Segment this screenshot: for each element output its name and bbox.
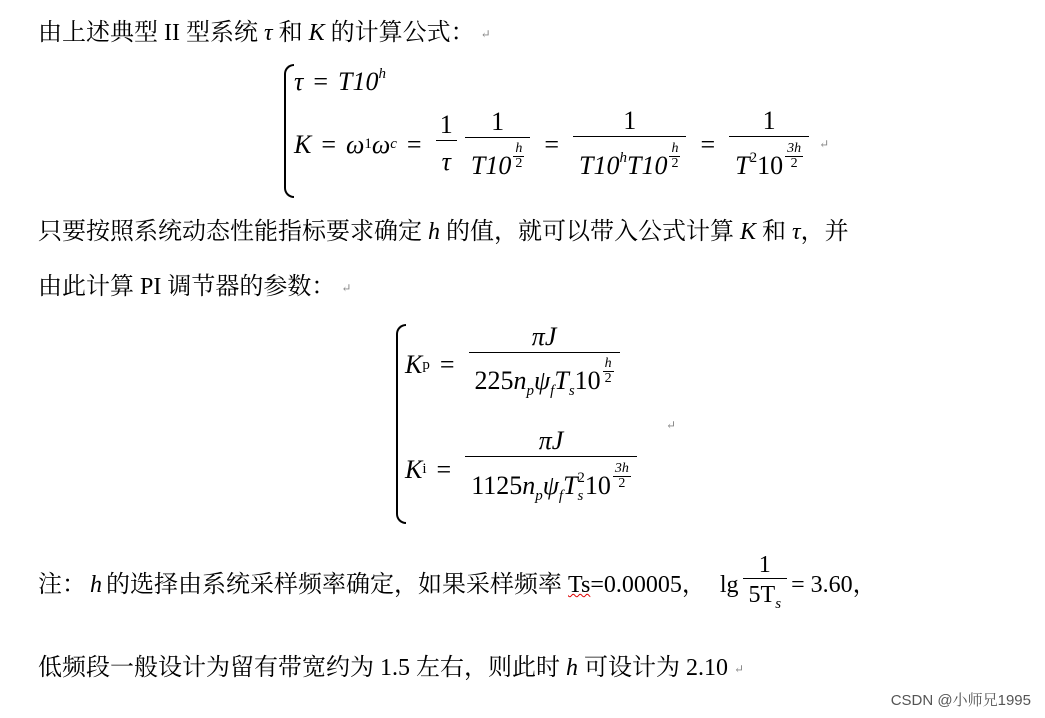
paragraph-pi-params [38,272,351,303]
paragraph-mark-icon: ↵ [341,281,352,296]
ts-text: Ts [568,572,591,598]
fraction [465,426,637,513]
fraction [465,107,530,183]
exponent: h [619,150,627,166]
numerator: πJ [538,426,564,455]
equals: = [700,129,716,159]
k-symbol: K [740,219,757,245]
ten: 10 [757,151,784,180]
exp-den: 2 [604,371,612,386]
lg-text: lg [719,572,739,598]
t: T [554,366,569,395]
formula-ki [405,426,641,513]
t: T [735,151,750,180]
t10: T10 [470,150,512,180]
omega: ω [346,129,365,159]
formula-tau-line [294,66,386,97]
text: 的值，就可以带入公式计算 [446,219,734,245]
denominator: τ [436,140,457,179]
equals: = [439,350,455,379]
t10: T10 [627,151,668,180]
fraction [573,106,686,183]
fraction [469,322,620,408]
paragraph-note [38,552,877,615]
k: K [294,129,312,159]
sub: f [550,383,555,399]
h-symbol: h [428,219,440,245]
numerator: 1 [623,106,637,135]
watermark: CSDN @小师兄1995 [890,692,1031,709]
exp-den: 2 [618,476,626,491]
text: 由此计算 PI 调节器的参数： [38,274,336,300]
exponent: 2 [577,470,585,486]
exp-num: 3h [787,141,802,156]
formula-kp-ki [405,320,705,525]
text: 低频段一般设计为留有带宽约为 1.5 左右，则此时 [38,655,560,681]
paragraph-h-selection [38,217,849,247]
exp-num: h [604,356,612,371]
equals: = [406,129,422,159]
text: 可设计为 2.10 [584,655,728,681]
exponent [785,142,803,171]
k-symbol: K [308,20,325,46]
fraction [729,106,809,183]
tau: τ [294,66,304,96]
fraction [743,552,788,618]
omega: ω [371,129,391,159]
text: 只要按照系统动态性能指标要求确定 [38,219,422,245]
numerator: 1 [762,106,776,135]
psi: ψ [542,471,559,500]
numerator: 1 [491,106,505,136]
numerator: 1 [758,552,771,578]
paragraph-mark-icon: ↵ [819,137,830,151]
numerator: πJ [531,322,557,351]
denominator [729,136,809,183]
sub: f [558,488,564,504]
text: 和 [278,20,303,46]
h-symbol: h [90,572,102,598]
n: n [513,366,527,395]
k: K [405,350,423,379]
exp-num: h [515,140,523,156]
sub: s [775,596,782,612]
exponent [603,357,614,386]
text: =0.00005， [590,572,706,598]
text: ，并 [800,219,849,245]
exponent: 2 [749,150,758,166]
paragraph-bandwidth [38,653,744,684]
equals: = [436,454,452,484]
t10: T10 [579,151,620,180]
k: K [405,454,423,484]
formula-tau-k [294,60,830,200]
tau-symbol: τ [263,20,273,46]
ten: 10 [574,366,601,395]
sub: p [526,383,535,399]
psi: ψ [534,366,551,395]
paragraph-mark-icon: ↵ [666,418,677,432]
exponent [669,142,680,171]
exp-num: h [671,141,679,156]
formula-k-line [294,106,829,183]
sub: p [422,356,430,373]
equals: = [313,66,328,96]
paragraph-mark-icon: ↵ [480,27,491,42]
tau-symbol: τ [792,219,801,245]
h-symbol: h [566,655,578,681]
equals: = [544,129,560,159]
equals: = [321,129,337,159]
t: T [563,471,578,500]
denominator [573,136,686,183]
denominator [465,456,637,513]
formula-kp [405,322,624,408]
text: 的选择由系统采样频率确定，如果采样频率 [106,572,562,598]
n: n [522,471,536,500]
paragraph-intro [38,18,491,49]
denominator [469,352,620,408]
text: 和 [762,219,787,245]
exp-den: 2 [790,156,798,171]
text: 由上述典型 II 型系统 [38,20,258,46]
text: 注： [38,572,86,598]
coefficient: 225 [474,366,514,395]
sub: p [535,488,543,504]
exponent [513,142,524,171]
coefficient: 1125 [471,471,523,500]
fraction [436,110,457,179]
sub: 1 [364,136,372,152]
paragraph-mark-icon: ↵ [734,662,745,677]
exponent: h [378,66,386,82]
exponent [613,462,631,491]
sub: i [422,461,427,477]
text: = 3.60， [791,572,877,598]
t10: T10 [337,67,379,96]
sub: s [568,383,575,399]
exp-num: 3h [614,461,629,476]
denominator [743,578,788,618]
sub: c [390,136,397,152]
ten: 10 [584,471,611,500]
left-brace [284,64,294,198]
sub: s [577,488,584,504]
exp-den: 2 [515,155,523,171]
exp-den: 2 [671,156,679,171]
text: 的计算公式： [330,20,475,46]
numerator: 1 [439,110,453,139]
denominator [465,137,530,183]
five-t: 5T [748,582,776,608]
